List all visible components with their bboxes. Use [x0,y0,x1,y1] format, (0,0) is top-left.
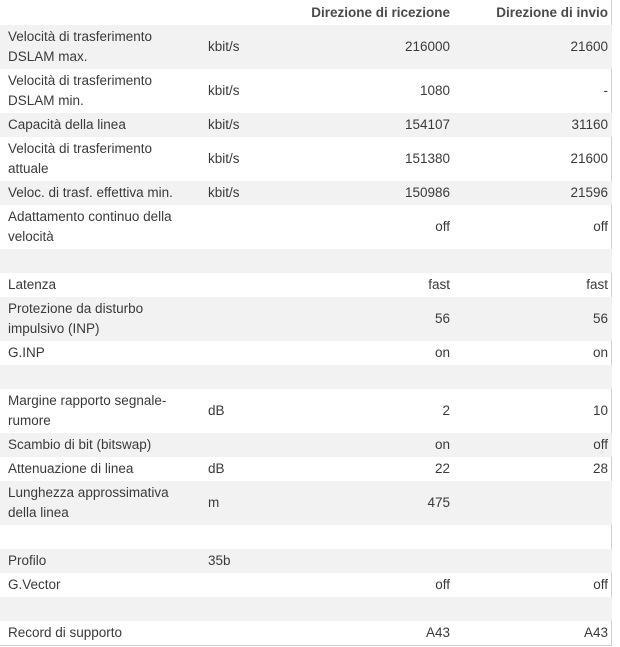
row-unit [200,297,300,341]
row-rx-value [300,249,454,273]
row-label: G.Vector [8,577,61,592]
row-rx-value [300,365,454,389]
row-label [0,365,200,389]
row-label: Adattamento continuo della velocità [8,209,172,244]
table-row [0,25,612,69]
row-unit: kbit/s [200,25,300,69]
row-tx-value: - [603,83,608,98]
row-unit [200,205,300,249]
row-rx-value: off [435,219,450,234]
table-row [0,137,612,181]
row-rx-value: on [300,433,454,457]
row-unit: kbit/s [208,151,240,166]
table-row [0,549,612,573]
row-unit: m [200,481,300,525]
table-row [0,181,612,205]
row-label: Scambio di bit (bitswap) [0,433,200,457]
row-label [0,597,200,621]
row-rx-value: 2 [442,403,450,418]
table-spacer-row [0,249,612,273]
row-unit: dB [208,403,225,418]
row-tx-value: A43 [583,625,608,640]
row-tx-value: off [593,577,608,592]
row-tx-value: 10 [592,403,608,418]
table-row [0,621,612,645]
row-label: Veloc. di trasf. effettiva min. [0,181,200,205]
row-tx-value [454,525,612,549]
row-rx-value: 1080 [419,83,450,98]
row-rx-value: 22 [434,461,450,476]
row-unit [200,573,300,597]
table-row [0,573,612,597]
row-unit: dB [208,461,225,476]
table-row [0,205,612,249]
table-spacer-row [0,525,612,549]
row-label: Capacità della linea [0,113,200,137]
table-row [0,457,612,481]
row-tx-value: 28 [592,461,608,476]
header-unit [200,0,300,25]
row-tx-value: 21600 [454,25,612,69]
table-header-row [0,0,612,25]
row-unit: 35b [200,549,300,573]
row-label: Record di supporto [8,625,123,640]
row-rx-value: 150986 [300,181,454,205]
row-unit [200,597,300,621]
row-label: Profilo [0,549,200,573]
row-rx-value [300,525,454,549]
row-rx-value: 216000 [300,25,454,69]
row-unit [200,621,300,645]
table-row [0,389,612,433]
row-label: Velocità di trasferimento DSLAM min. [8,73,153,108]
row-rx-value [300,597,454,621]
row-rx-value: 56 [300,297,454,341]
row-tx-value: off [454,433,612,457]
table-spacer-row [0,597,612,621]
row-rx-value [300,549,454,573]
row-unit [200,273,300,297]
row-unit [200,341,300,365]
row-tx-value [454,597,612,621]
row-label: Velocità di trasferimento attuale [8,141,153,176]
row-label: Protezione da disturbo impulsivo (INP) [0,297,200,341]
row-tx-value [454,549,612,573]
table-row [0,113,612,137]
row-rx-value: 151380 [404,151,450,166]
table-row [0,297,612,341]
row-unit [200,525,300,549]
row-tx-value: 21600 [570,151,608,166]
header-label [0,0,200,25]
row-unit: kbit/s [200,181,300,205]
row-tx-value [454,249,612,273]
row-tx-value: 31160 [454,113,612,137]
table-row [0,69,612,113]
header-send-direction: Direzione di invio [496,5,608,20]
row-tx-value: 56 [454,297,612,341]
row-tx-value: on [592,345,608,360]
table-row [0,433,612,457]
row-tx-value [454,481,612,525]
row-tx-value: fast [586,277,608,292]
row-rx-value: 475 [300,481,454,525]
row-unit [200,249,300,273]
table-row [0,481,612,525]
row-label: Latenza [8,277,57,292]
row-label: G.INP [8,345,45,360]
row-label: Lunghezza approssimativa della linea [0,481,200,525]
row-label: Velocità di trasferimento DSLAM max. [0,25,200,69]
row-label: Margine rapporto segnale-rumore [8,393,167,428]
row-rx-value: A43 [425,625,450,640]
table-spacer-row [0,365,612,389]
row-unit: kbit/s [200,113,300,137]
row-label [0,249,200,273]
table-row [0,273,612,297]
row-unit [200,365,300,389]
row-rx-value: off [435,577,450,592]
row-unit: kbit/s [208,83,240,98]
row-label [0,525,200,549]
row-rx-value: 154107 [300,113,454,137]
row-rx-value: fast [428,277,450,292]
row-unit [200,433,300,457]
row-tx-value: 21596 [454,181,612,205]
table-row [0,341,612,365]
row-tx-value [454,365,612,389]
row-tx-value: off [593,219,608,234]
row-rx-value: on [434,345,450,360]
header-receive-direction: Direzione di ricezione [311,5,450,20]
row-label: Attenuazione di linea [8,461,134,476]
